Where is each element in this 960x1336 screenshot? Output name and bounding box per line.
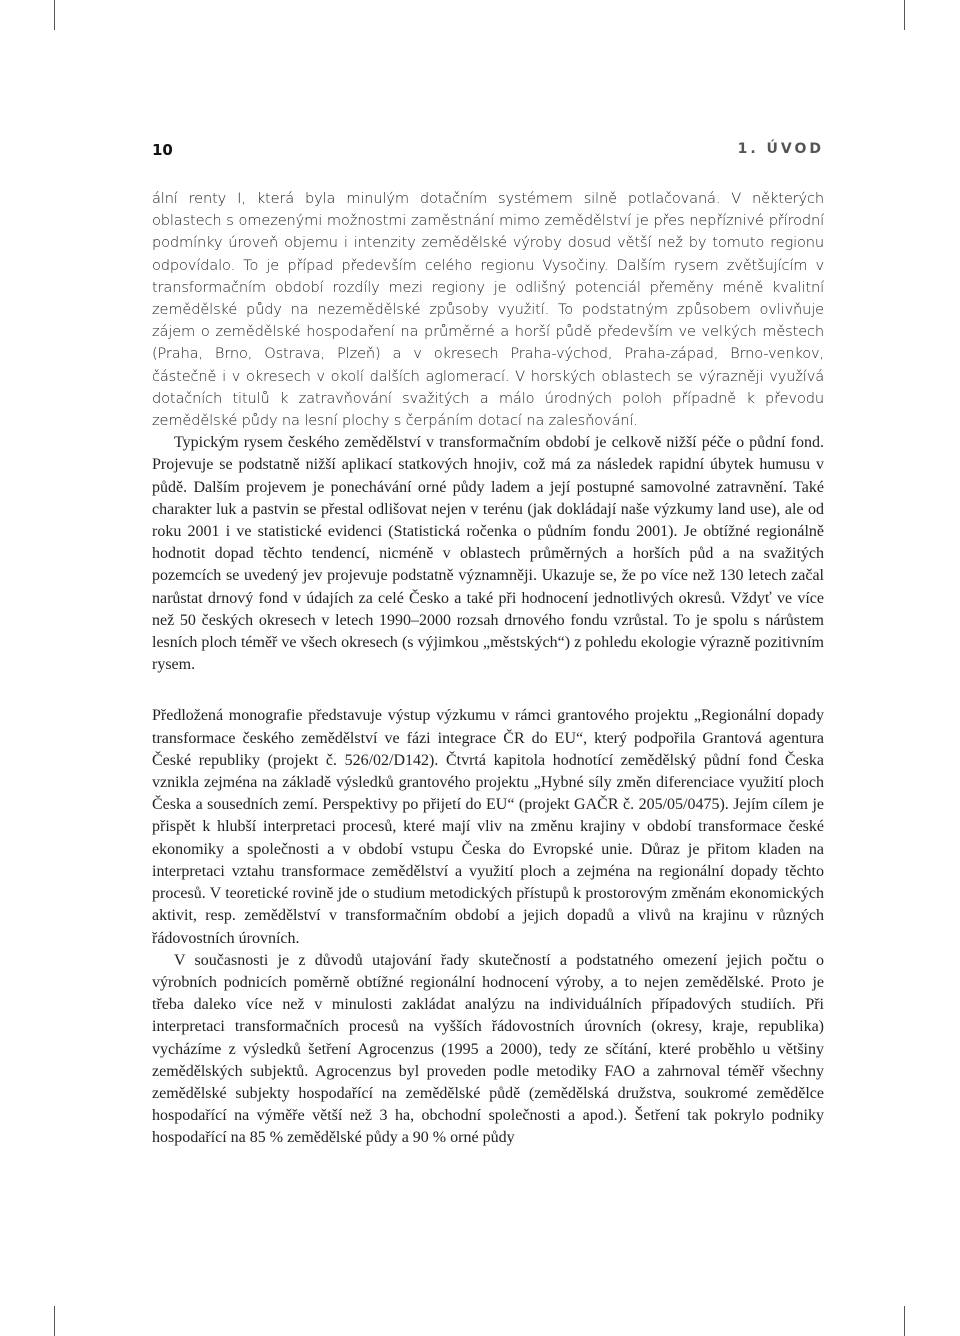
paragraph-1: ální renty I, která byla minulým dotačním systémem silně potlačovaná. V některých oblastech s omezenými možnostmi zaměstnání mimo zemědělství je přes nepříznivé přírodní podmínky úroveň objemu i intenzity zemědělské výroby dosud větší než by tomuto regionu odpovídalo. To je případ především celého regionu Vysočiny. Dalším rysem zvětšujícím v transformačním období rozdíly mezi regiony je odlišný potenciál přeměny méně kvalitní zemědělské půdy na nezemědělské způsoby využití. To podstatným způsobem ovlivňuje zájem o zemědělské hospodaření na průměrné a horší půdě především ve velkých městech (Praha, Brno, Ostrava, Plzeň) a v okresech Praha-východ, Praha-západ, Brno-venkov, částečně i v okresech v okolí dalších aglomerací. V horských oblastech se výrazněji využívá dotačních titulů k zatravňování svažitých a málo úrodných poloh případně k převodu zemědělské půdy na lesní plochy s čerpáním dotací na zalesňování. — [152, 190, 824, 430]
crop-mark-bottom-left — [54, 1306, 55, 1336]
crop-mark-bottom-right — [904, 1306, 905, 1336]
paragraph-4: V současnosti je z důvodů utajování řady skutečností a podstatného omezení jejich počtu o výrobních podnicích poměrně obtížné regionální hodnocení výroby, a to nejen zemědělské. Proto je třeba daleko více než v minulosti zakládat analýzu na individuálních případových studiích. Při interpretaci transformačních procesů na vyšších řádovostních úrovních (okresy, kraje, republika) vycházíme z výsledků šetření Agrocenzus (1995 a 2000), tedy ze sčítání, které proběhlo u většiny zemědělských subjektů. Agrocenzus byl proveden podle metodiky FAO a zahrnoval téměř všechny zemědělské subjekty hospodařící na zemědělské půdě (zemědělská družstva, soukromé zemědělce hospodařící na výměře větší než 3 ha, obchodní společnosti a apod.). Šetření tak pokrylo podniky hospodařící na 85 % zemědělské půdy a 90 % orné půdy — [152, 951, 824, 1147]
section-gap — [152, 676, 824, 705]
page-number: 10 — [152, 141, 173, 159]
crop-mark-top-right — [904, 0, 905, 30]
crop-mark-top-left — [54, 0, 55, 30]
running-header — [152, 141, 824, 165]
paragraph-3: Předložená monografie představuje výstup výzkumu v rámci grantového projektu „Regionální dopady transformace českého zemědělství ve fázi integrace ČR do EU“, který podpořila Grantová agentura České republiky (projekt č. 526/02/D142). Čtvrtá kapitola hodnotící zemědělský půdní fond Česka vznikla zejména na základě výsledků grantového projektu „Hybné síly změn diferenciace využití ploch Česka a sousedních zemí. Perspektivy po přijetí do EU“ (projekt GAČR č. 205/05/0475). Jejím cílem je přispět k hlubší interpretaci procesů, které mají vliv na změnu krajiny v období transformace české ekonomiky a společnosti a v období vstupu Česka do Evropské unie. Důraz je přitom kladen na interpretaci vztahu transformace zemědělství a využití ploch a zejména na regionální dopady těchto procesů. V teoretické rovině jde o studium metodických přístupů k prostorovým změnám ekonomických aktivit, resp. zemědělství v transformačním období a jejich dopadů a vlivů na krajinu v různých řádovostních úrovních. — [152, 707, 824, 947]
paragraph-2: Typickým rysem českého zemědělství v transformačním období je celkově nižší péče o půdní fond. Projevuje se podstatně nižší aplikací statkových hnojiv, což má za následek rapidní úbytek humusu v půdě. Dalším projevem je ponechávání orné půdy ladem a její postupné samovolné zatravnění. Také charakter luk a pastvin se přestal odlišovat nejen v terénu (jak dokládají naše výzkumy land use), ale od roku 2001 i ve statistické evidenci (Statistická ročenka o půdním fondu 2001). Je obtížné regionálně hodnotit dopad těchto tendencí, nicméně v oblastech průměrných a horších půd a na svažitých pozemcích se uvedený jev projevuje podstatně významněji. Ukazuje se, že po více než 130 letech začal narůstat drnový fond v údajích za celé Česko a také při hodnocení jednotlivých okresů. Vždyť ve více než 50 českých okresech v letech 1990–2000 rozsah drnového fondu vzrůstal. To je spolu s nárůstem lesních ploch téměř ve všech okresech (s výjimkou „městských“) z pohledu ekologie výrazně pozitivním rysem. — [152, 434, 824, 674]
chapter-title: 1. ÚVOD — [737, 141, 824, 157]
body-text — [152, 188, 824, 1150]
